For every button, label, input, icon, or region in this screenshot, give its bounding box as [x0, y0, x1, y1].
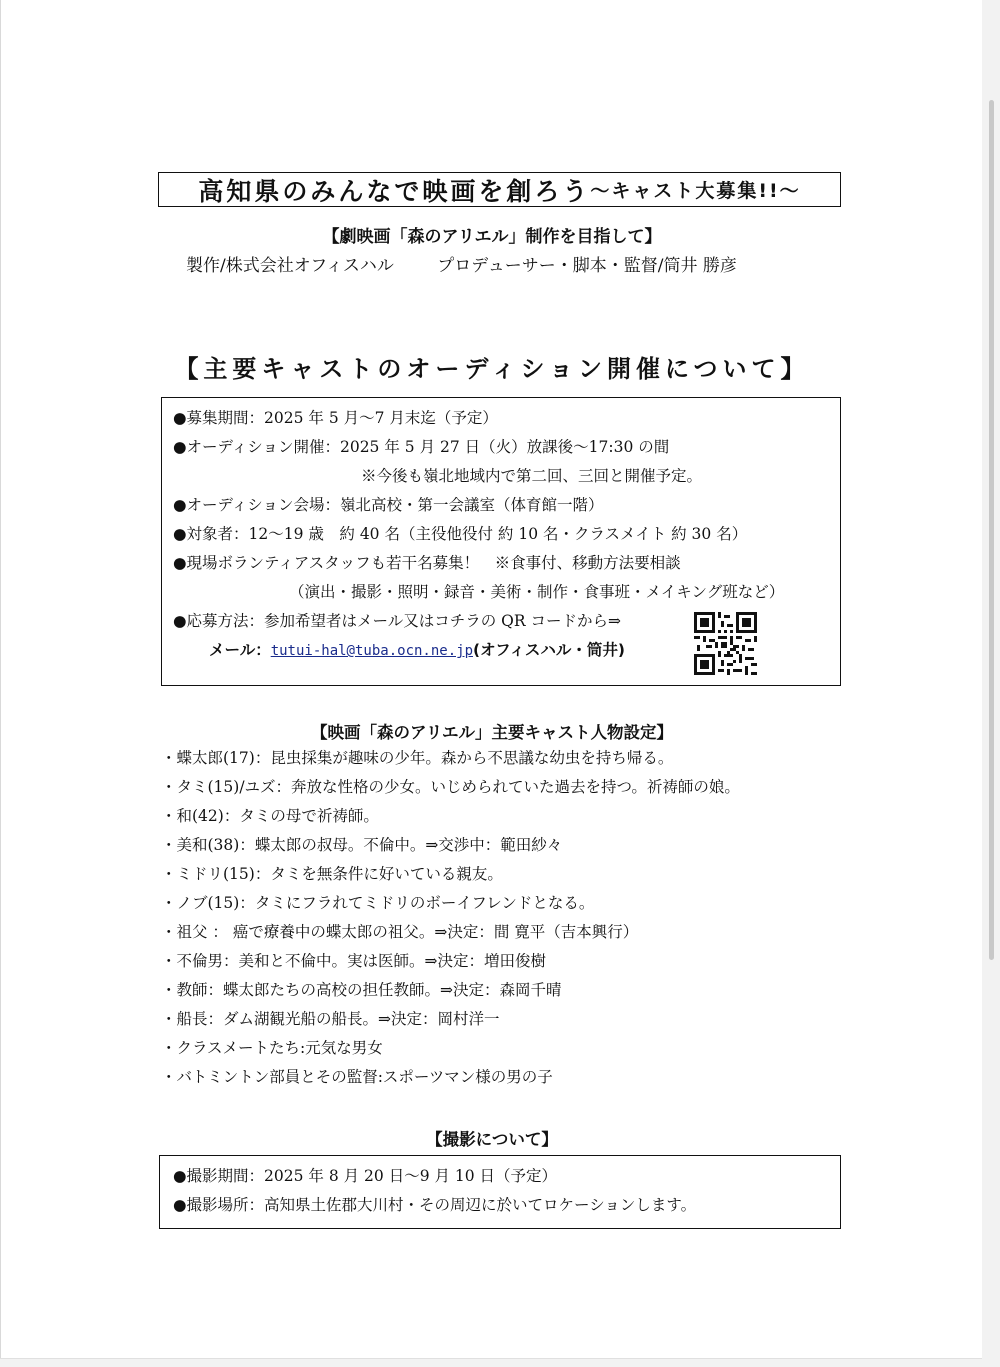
- apply-method: ●応募方法：参加希望者はメール又はコチラの QR コードから⇒: [173, 612, 621, 630]
- audition-note: ※今後も嶺北地域内で第二回、三回と開催予定。: [361, 467, 703, 485]
- mail-line: [209, 640, 625, 661]
- qr-code[interactable]: [694, 612, 757, 675]
- credits: [186, 251, 737, 276]
- title-sub: ～キャスト大募集!!～: [590, 180, 801, 202]
- cast-item: ・バトミントン部員とその監督:スポーツマン様の男の子: [161, 1068, 553, 1086]
- volunteer-roles: （演出・撮影・照明・録音・美術・制作・食事班・メイキング班など）: [289, 583, 785, 601]
- cast-item: ・タミ(15)/ユズ：奔放な性格の少女。いじめられていた過去を持つ。祈祷師の娘。: [161, 778, 740, 796]
- shooting-location: ●撮影場所：高知県土佐郡大川村・その周辺に於いてロケーションします。: [173, 1196, 697, 1214]
- cast-item: ・船長：ダム湖観光船の船長。⇒決定：岡村洋一: [161, 1010, 500, 1028]
- subtitle: 【劇映画「森のアリエル」制作を目指して】: [322, 227, 662, 247]
- title-main: 高知県のみんなで映画を創ろう: [198, 176, 591, 206]
- audition-venue: ●オーディション会場：嶺北高校・第一会議室（体育館一階）: [173, 496, 604, 514]
- page-bottom-edge: [0, 1358, 982, 1367]
- cast-item: ・和(42)：タミの母で祈祷師。: [161, 807, 379, 825]
- mail-link[interactable]: tutui-hal@tuba.ocn.ne.jp: [270, 643, 473, 659]
- title-box: [158, 172, 841, 207]
- production-credit: 製作/株式会社オフィスハル: [186, 256, 394, 276]
- mail-note: (オフィスハル・筒井): [473, 641, 625, 659]
- mail-label: メール：: [209, 641, 271, 659]
- audition-target: ●対象者：12～19 歳 約 40 名（主役他役付 約 10 名・クラスメイト 約 30 名）: [173, 525, 748, 543]
- producer-credit: プロデューサー・脚本・監督/筒井 勝彦: [437, 256, 737, 276]
- cast-item: ・ミドリ(15)：タミを無条件に好いている親友。: [161, 865, 503, 883]
- shooting-period: ●撮影期間：2025 年 8 月 20 日～9 月 10 日（予定）: [173, 1167, 558, 1185]
- audition-heading: 【主要キャストのオーディション開催について】: [174, 355, 810, 383]
- cast-item: ・美和(38)：蝶太郎の叔母。不倫中。⇒交渉中：範田紗々: [161, 836, 563, 854]
- volunteer-staff: ●現場ボランティアスタッフも若干名募集！ ※食事付、移動方法要相談: [173, 554, 681, 572]
- shooting-heading: 【撮影について】: [426, 1130, 558, 1149]
- cast-item: ・祖父 ： 癌で療養中の蝶太郎の祖父。⇒決定：間 寛平（吉本興行）: [161, 923, 639, 941]
- cast-item: ・不倫男：美和と不倫中。実は医師。⇒決定：増田俊樹: [161, 952, 546, 970]
- cast-item: ・クラスメートたち:元気な男女: [161, 1039, 383, 1057]
- cast-item: ・蝶太郎(17)：昆虫採集が趣味の少年。森から不思議な幼虫を持ち帰る。: [161, 749, 674, 767]
- cast-item: ・教師：蝶太郎たちの高校の担任教師。⇒決定：森岡千晴: [161, 981, 562, 999]
- recruit-period: ●募集期間：2025 年 5 月～7 月末迄（予定）: [173, 409, 498, 427]
- scrollbar[interactable]: [989, 100, 994, 960]
- audition-date: ●オーディション開催：2025 年 5 月 27 日（火）放課後～17:30 の間: [173, 438, 670, 456]
- cast-item: ・ノブ(15)：タミにフラれてミドリのボーイフレンドとなる。: [161, 894, 595, 912]
- cast-heading: 【映画「森のアリエル」主要キャスト人物設定】: [310, 723, 673, 742]
